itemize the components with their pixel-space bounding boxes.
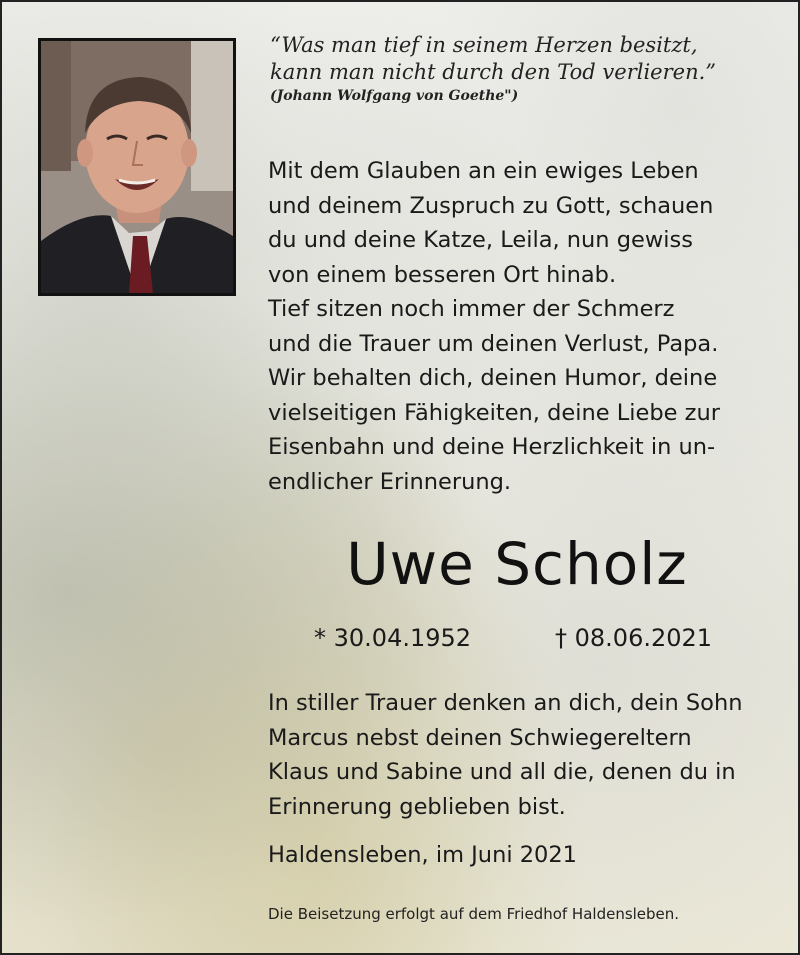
- tribute-line: Tief sitzen noch immer der Schmerz: [268, 296, 675, 322]
- place-and-date: Haldensleben, im Juni 2021: [268, 842, 577, 868]
- tribute-line: und die Trauer um deinen Verlust, Papa.: [268, 330, 719, 357]
- birth-date: * 30.04.1952: [314, 624, 472, 652]
- portrait-photo: [41, 41, 233, 293]
- burial-note: Die Beisetzung erfolgt auf dem Friedhof Haldensleben.: [268, 905, 680, 923]
- tribute-line: von einem besseren Ort hinab.: [268, 261, 617, 288]
- mourners-line: Klaus und Sabine und all die, denen du in: [268, 759, 736, 785]
- tribute-line: Eisenbahn und deine Herzlichkeit in un-: [268, 434, 716, 460]
- mourners-text: [268, 686, 778, 824]
- portrait-photo-frame: [38, 38, 236, 296]
- tribute-line: du und deine Katze, Leila, nun gewiss: [268, 227, 693, 253]
- tribute-line: und deinem Zuspruch zu Gott, schauen: [268, 192, 714, 219]
- mourners-line: Marcus nebst deinen Schwiegereltern: [268, 724, 692, 751]
- quote-author: (Johann Wolfgang von Goethe"): [270, 88, 519, 104]
- tribute-line: Mit dem Glauben an ein ewiges Leben: [268, 158, 699, 184]
- quote-text: “Was man tief in seinem Herzen besitzt, kann man nicht durch den Tod verlieren.”: [270, 33, 717, 84]
- death-date: † 08.06.2021: [555, 624, 713, 652]
- goethe-quote: [270, 32, 740, 104]
- mourners-line: In stiller Trauer denken an dich, dein Sohn: [268, 690, 743, 716]
- tribute-text: [268, 154, 772, 499]
- tribute-line: Wir behalten dich, deinen Humor, deine: [268, 365, 718, 391]
- mourners-line: Erinnerung geblieben bist.: [268, 793, 566, 820]
- deceased-name: Uwe Scholz: [346, 530, 688, 598]
- tribute-line: vielseitigen Fähigkeiten, deine Liebe zur: [268, 399, 720, 426]
- tribute-line: endlicher Erinnerung.: [268, 468, 512, 495]
